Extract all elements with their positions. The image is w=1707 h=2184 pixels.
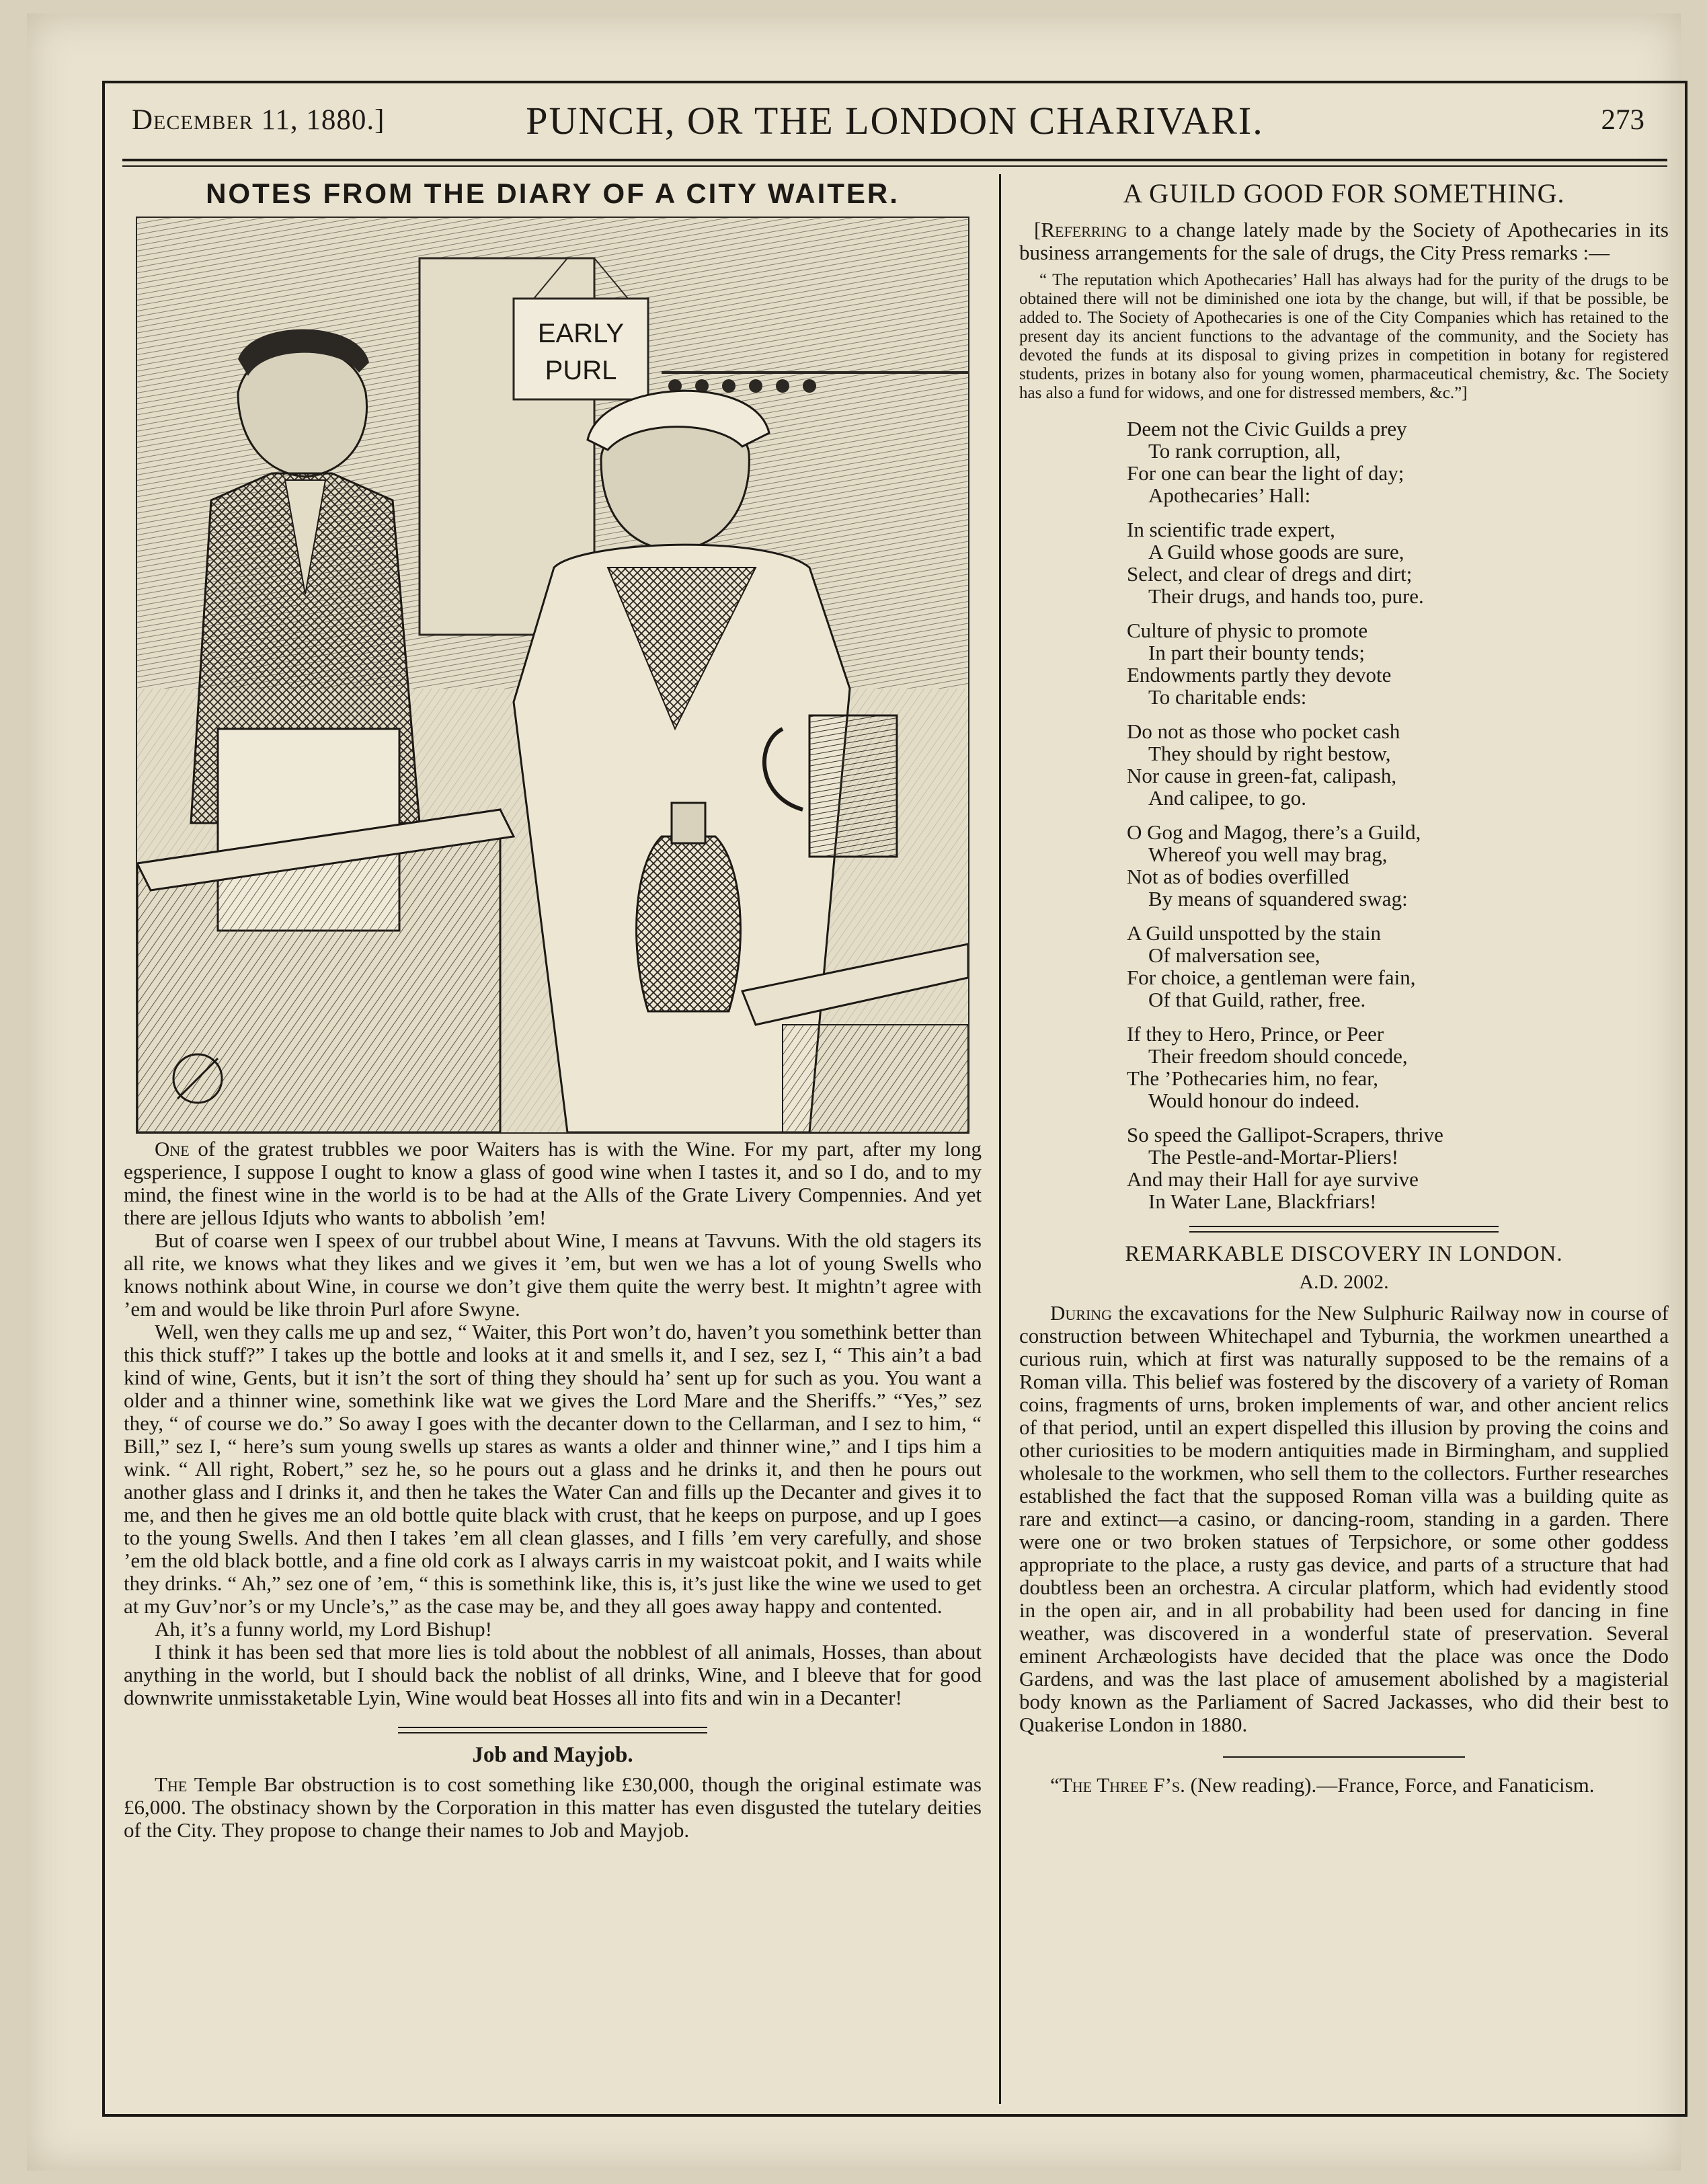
left-column: [124, 178, 982, 1842]
three-fs-paragraph: “The Three F’s. (New reading).—France, Force, and Fanaticism.: [1050, 1773, 1595, 1797]
paragraph-2: But of coarse wen I speex of our trubbel about Wine, I means at Tavvuns. With the old stagers its all rite, we knows what they likes and we gives it ’em, but wen we has a lot of young Swells who knows nothink about Wine, in course we don’t give them quite the werry best. It mightn’t agree with ’em and would be like throin Purl afore Swyne.: [124, 1228, 982, 1321]
discovery-paragraph: During the excavations for the New Sulphuric Railway now in course of construction between Whitechapel and Tyburnia, the workmen unearthed a curious ruin, which at first was naturally supposed to be the remains of a Roman villa. This belief was fostered by the discovery of a variety of Roman coins, fragments of urns, broken implements of war, and other ancient relics of that period, until an expert dispelled this illusion by proving the coins and other curiosities to be modern antiquities made in Birmingham, and supplied wholesale to the workmen, who sell them to the collectors. Further researches established the fact that the supposed Roman villa was a building quite as rare and extinct—a casino, or dancing-room, standing in a garden. There were one or two broken statues of Terpsichore, or some other goddess appropriate to the place, a rusty gas device, and parts of a structure that had doubtless been an orchestra. A circular platform, which had evidently stood in the open air, and in all probability had been used for dancing in fine weather, was discovered in a wonderful state of preservation. Several eminent Archæologists have decided that the place was once the Dodo Gardens, and was the last place of amusement abolished by a magisterial body known as the Parliament of Sacred Jackasses, who did their best to Quakerise London in 1880.: [1019, 1301, 1669, 1736]
running-header: [105, 83, 1685, 157]
guild-intro: [Referring to a change lately made by the Society of Apothecaries in its business arrangements for the sale of drugs, the City Press remarks :—: [1019, 218, 1669, 264]
right-column: [1019, 178, 1669, 1797]
job-mayjob-paragraph: The Temple Bar obstruction is to cost something like £30,000, though the original estimate was £6,000. The obstinacy shown by the Corporation in this matter has even disgusted the tutelary deities of the City. They propose to change their names to Job and Mayjob.: [124, 1772, 982, 1842]
paragraph-5: I think it has been sed that more lies is told about the nobblest of all animals, Hosses, than about anything in the world, but I should back the noblist of all drinks, Wine, and I bleeve that for good downwrite unmisstaketable Lyin, Wine would beat Hosses all into fits and win in a Decanter!: [124, 1640, 982, 1709]
stanza-1: Deem not the Civic Guilds a prey To rank corruption, all, For one can bear the light of day; Apothecaries’ Hall:: [1127, 417, 1407, 507]
stanza-4: Do not as those who pocket cash They should by right bestow, Nor cause in green-fat, calipash, And calipee, to go.: [1127, 719, 1400, 810]
stanza-6: A Guild unspotted by the stain Of malversation see, For choice, a gentleman were fain, Of that Guild, rather, free.: [1127, 921, 1416, 1011]
page-sheet: [27, 13, 1681, 2171]
masthead-title: PUNCH, OR THE LONDON CHARIVARI.: [526, 99, 1264, 143]
section-separator: [398, 1727, 707, 1733]
engraving-two-waiters-icon: [137, 218, 968, 1132]
page-number: 273: [1601, 104, 1644, 136]
job-mayjob-title: Job and Mayjob.: [472, 1743, 633, 1767]
page-frame: [102, 81, 1688, 2117]
stanza-8: So speed the Gallipot-Scrapers, thrive The Pestle-and-Mortar-Pliers! And may their Hall for aye survive In Water Lane, Blackfriars!: [1127, 1123, 1443, 1213]
guild-title: A GUILD GOOD FOR SOMETHING.: [1123, 178, 1565, 208]
sign-purl-text: PURL: [545, 356, 617, 385]
header-rule: [122, 159, 1667, 161]
city-waiter-body: [124, 1138, 982, 1709]
discovery-title: REMARKABLE DISCOVERY IN LONDON.: [1125, 1242, 1563, 1266]
discovery-subtitle: A.D. 2002.: [1299, 1271, 1389, 1293]
stanza-7: If they to Hero, Prince, or Peer Their freedom should concede, The ’Pothecaries him, no fear, Would honour do indeed.: [1127, 1022, 1408, 1112]
stanza-3: Culture of physic to promote In part their bounty tends; Endowments partly they devote To charitable ends:: [1127, 619, 1392, 709]
paragraph-1: One of the gratest trubbles we poor Waiters has is with the Wine. For my part, after my long egsperience, I suppose I ought to know a glass of good wine when I tastes it, and so I do, and to my mind, the finest wine in the world is to be had at the Alls of the Grate Livery Compennies. And yet there are jellous Idjuts who wants to abbolish ’em!: [124, 1137, 982, 1229]
guild-poem: [1127, 418, 1669, 1212]
sign-early-text: EARLY: [537, 319, 625, 348]
stanza-5: O Gog and Magog, there’s a Guild, Whereof you well may brag, Not as of bodies overfilled By means of squandered swag:: [1127, 820, 1421, 910]
column-divider: [999, 174, 1001, 2104]
article-title-city-waiter: NOTES FROM THE DIARY OF A CITY WAITER.: [206, 178, 900, 209]
illustration-waiters: [136, 217, 969, 1134]
paragraph-4: Ah, it’s a funny world, my Lord Bishup!: [155, 1617, 492, 1641]
issue-date: December 11, 1880.]: [132, 104, 385, 136]
section-separator-right: [1189, 1226, 1499, 1233]
section-separator-small: [1223, 1756, 1465, 1758]
paragraph-3: Well, wen they calls me up and sez, “ Waiter, this Port won’t do, haven’t you somethink better than this thick stuff?” I takes up the bottle and looks at it and smells it, and I sez, sez I, “ This ain’t a bad kind of wine, Gents, but it isn’t the sort of thing they should ha’ sent up for such as you. You want a older and a thinner wine, somethink like wat we gives the Lord Mare and the Sheriffs.” “Yes,” sez they, “ of course we do.” So away I goes with the decanter down to the Cellarman, and I sez to him, “ Bill,” sez I, “ here’s sum young swells up stares as wants a older and thinner wine,” and I tips him a wink. “ All right, Robert,” sez he, so he pours out a glass and he drinks it, and then he pours out another glass and I drinks it, and then he takes the Water Can and fills up the Decanter and gives it to me, and then he gives me an old bottle quite black with crust, that he keeps on purpose, and up I goes to the young Swells. And then I takes ’em all clean glasses, and I fills ’em very carefully, and shose ’em the old black bottle, and a fine old cork as I always carris in my waistcoat pokit, and I waits while they drinks. “ Ah,” sez one of ’em, “ this is somethink like, this is, it’s just like the wine we used to get at my Guv’nor’s or my Uncle’s,” as the case may be, and they all goes away happy and contented.: [124, 1320, 982, 1618]
stanza-2: In scientific trade expert, A Guild whose goods are sure, Select, and clear of dregs and dirt; Their drugs, and hands too, pure.: [1127, 518, 1424, 608]
header-rule-thin: [122, 165, 1667, 167]
guild-quote: “ The reputation which Apothecaries’ Hall has always had for the purity of the drugs to be obtained there will not be diminished one iota by the change, but will, if that be possible, be added to. The Society of Apothecaries is one of the City Companies which has retained to the present day its ancient functions to the advantage of the community, and the Society has devoted the funds at its disposal to giving prizes in competition in botany for registered students, prizes in botany also for young women, pharmaceutical chemistry, &c. The Society has also a fund for widows, and one for distressed members, &c.”]: [1019, 271, 1669, 402]
